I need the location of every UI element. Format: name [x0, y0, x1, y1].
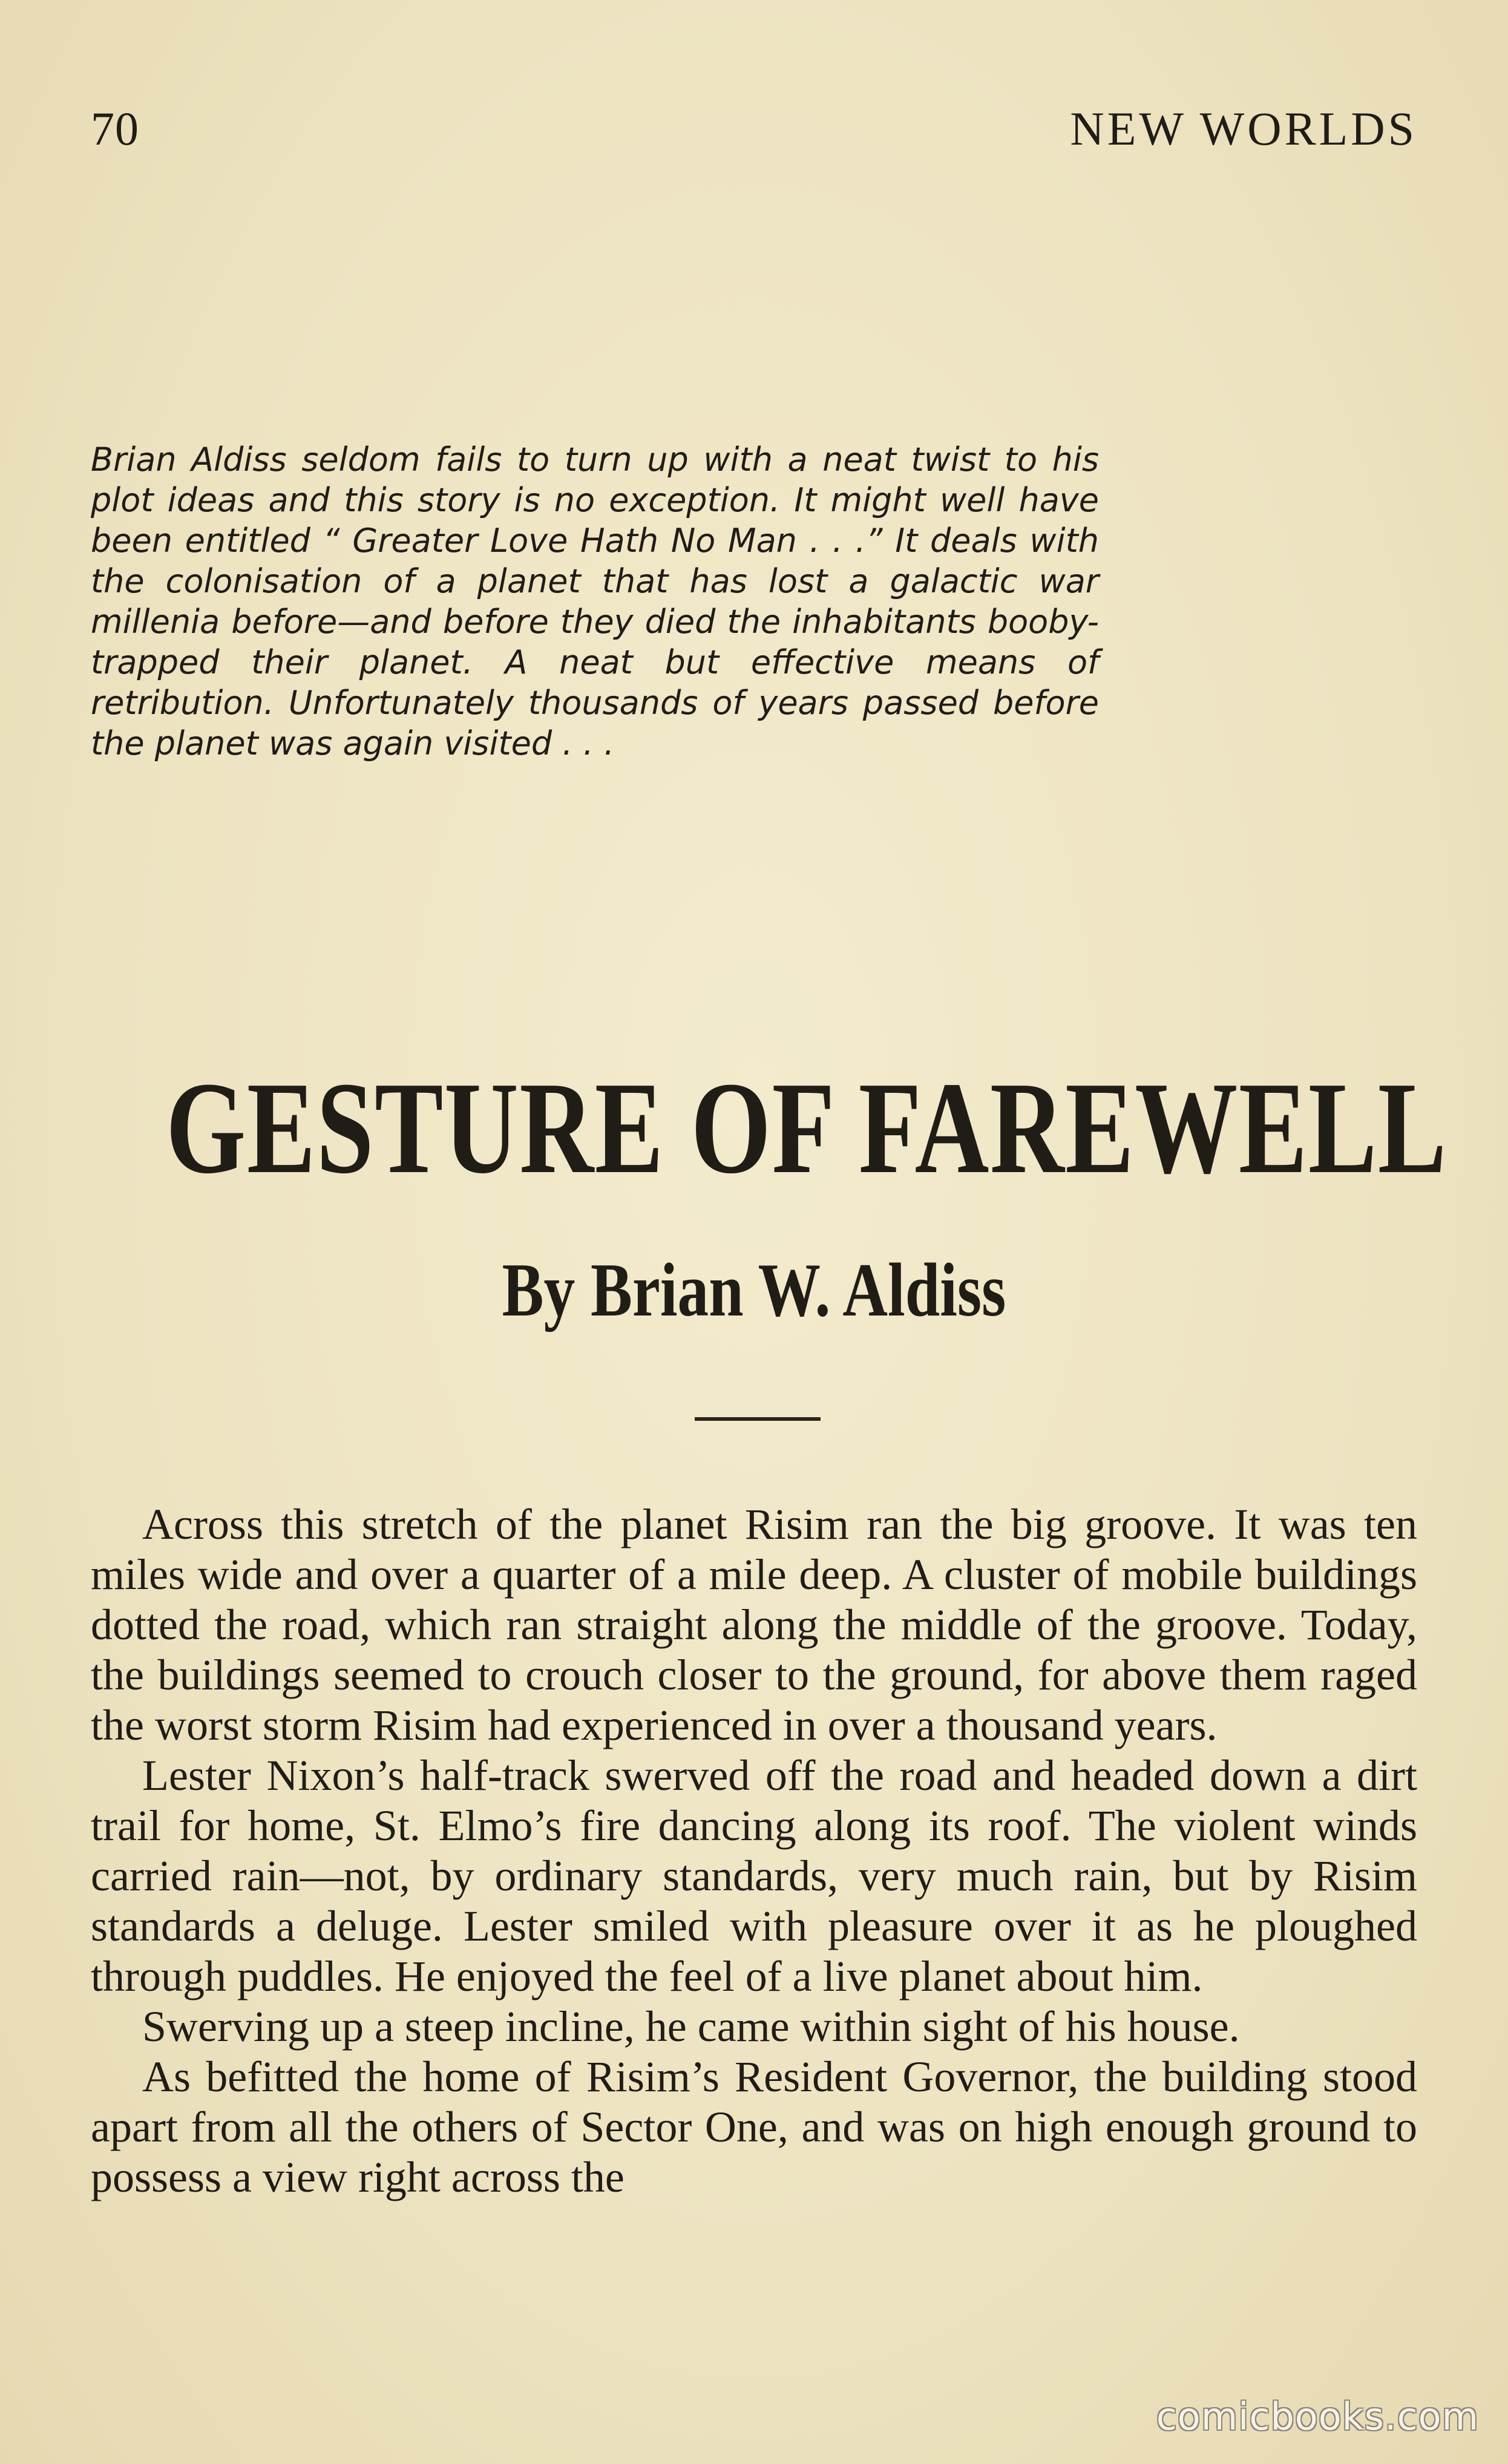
story-body: [91, 1499, 1417, 2203]
paragraph: Across this stretch of the planet Risim ran the big groove. It was ten miles wide and over a quarter of a mile deep. A cluster of mobile buildings dotted the road, which ran straight along the middle of the groove. Today, the buildings seemed to crouch closer to the ground, for above them raged the worst storm Risim had experienced in over a thousand years.: [91, 1500, 1417, 1749]
story-title: GESTURE OF FAREWELL: [166, 1055, 1447, 1201]
source-watermark: comicbooks.com: [1156, 2394, 1479, 2439]
section-divider: [695, 1417, 821, 1421]
running-head: NEW WORLDS: [1070, 102, 1417, 155]
paragraph: Lester Nixon’s half-track swerved off the road and headed down a dirt trail for home, St. Elmo’s fire dancing along its roof. The violent winds carried rain—not, by ordinary standards, very much rain, but by Risim standards a deluge. Lester smiled with pleasure over it as he ploughed through puddles. He enjoyed the feel of a live planet about him.: [91, 1751, 1417, 2000]
paragraph: As befitted the home of Risim’s Resident Governor, the building stood apart from all the others of Sector One, and was on high enough ground to possess a view right across the: [91, 2053, 1417, 2201]
page-number: 70: [91, 102, 139, 155]
paragraph: Swerving up a steep incline, he came within sight of his house.: [142, 2002, 1240, 2051]
author-byline: By Brian W. Aldiss: [502, 1248, 1006, 1332]
story-introduction: Brian Aldiss seldom fails to turn up with a neat twist to his plot ideas and this story is no exception. It might well have been entitled “ Greater Love Hath No Man . . .” It deals with the colonisation of a planet that has lost a galactic war millenia before—and before they died the inhabitants booby-trapped their planet. A neat but effective means of retribution. Unfortunately thousands of years passed before the planet was again visited . . .: [91, 441, 1099, 762]
